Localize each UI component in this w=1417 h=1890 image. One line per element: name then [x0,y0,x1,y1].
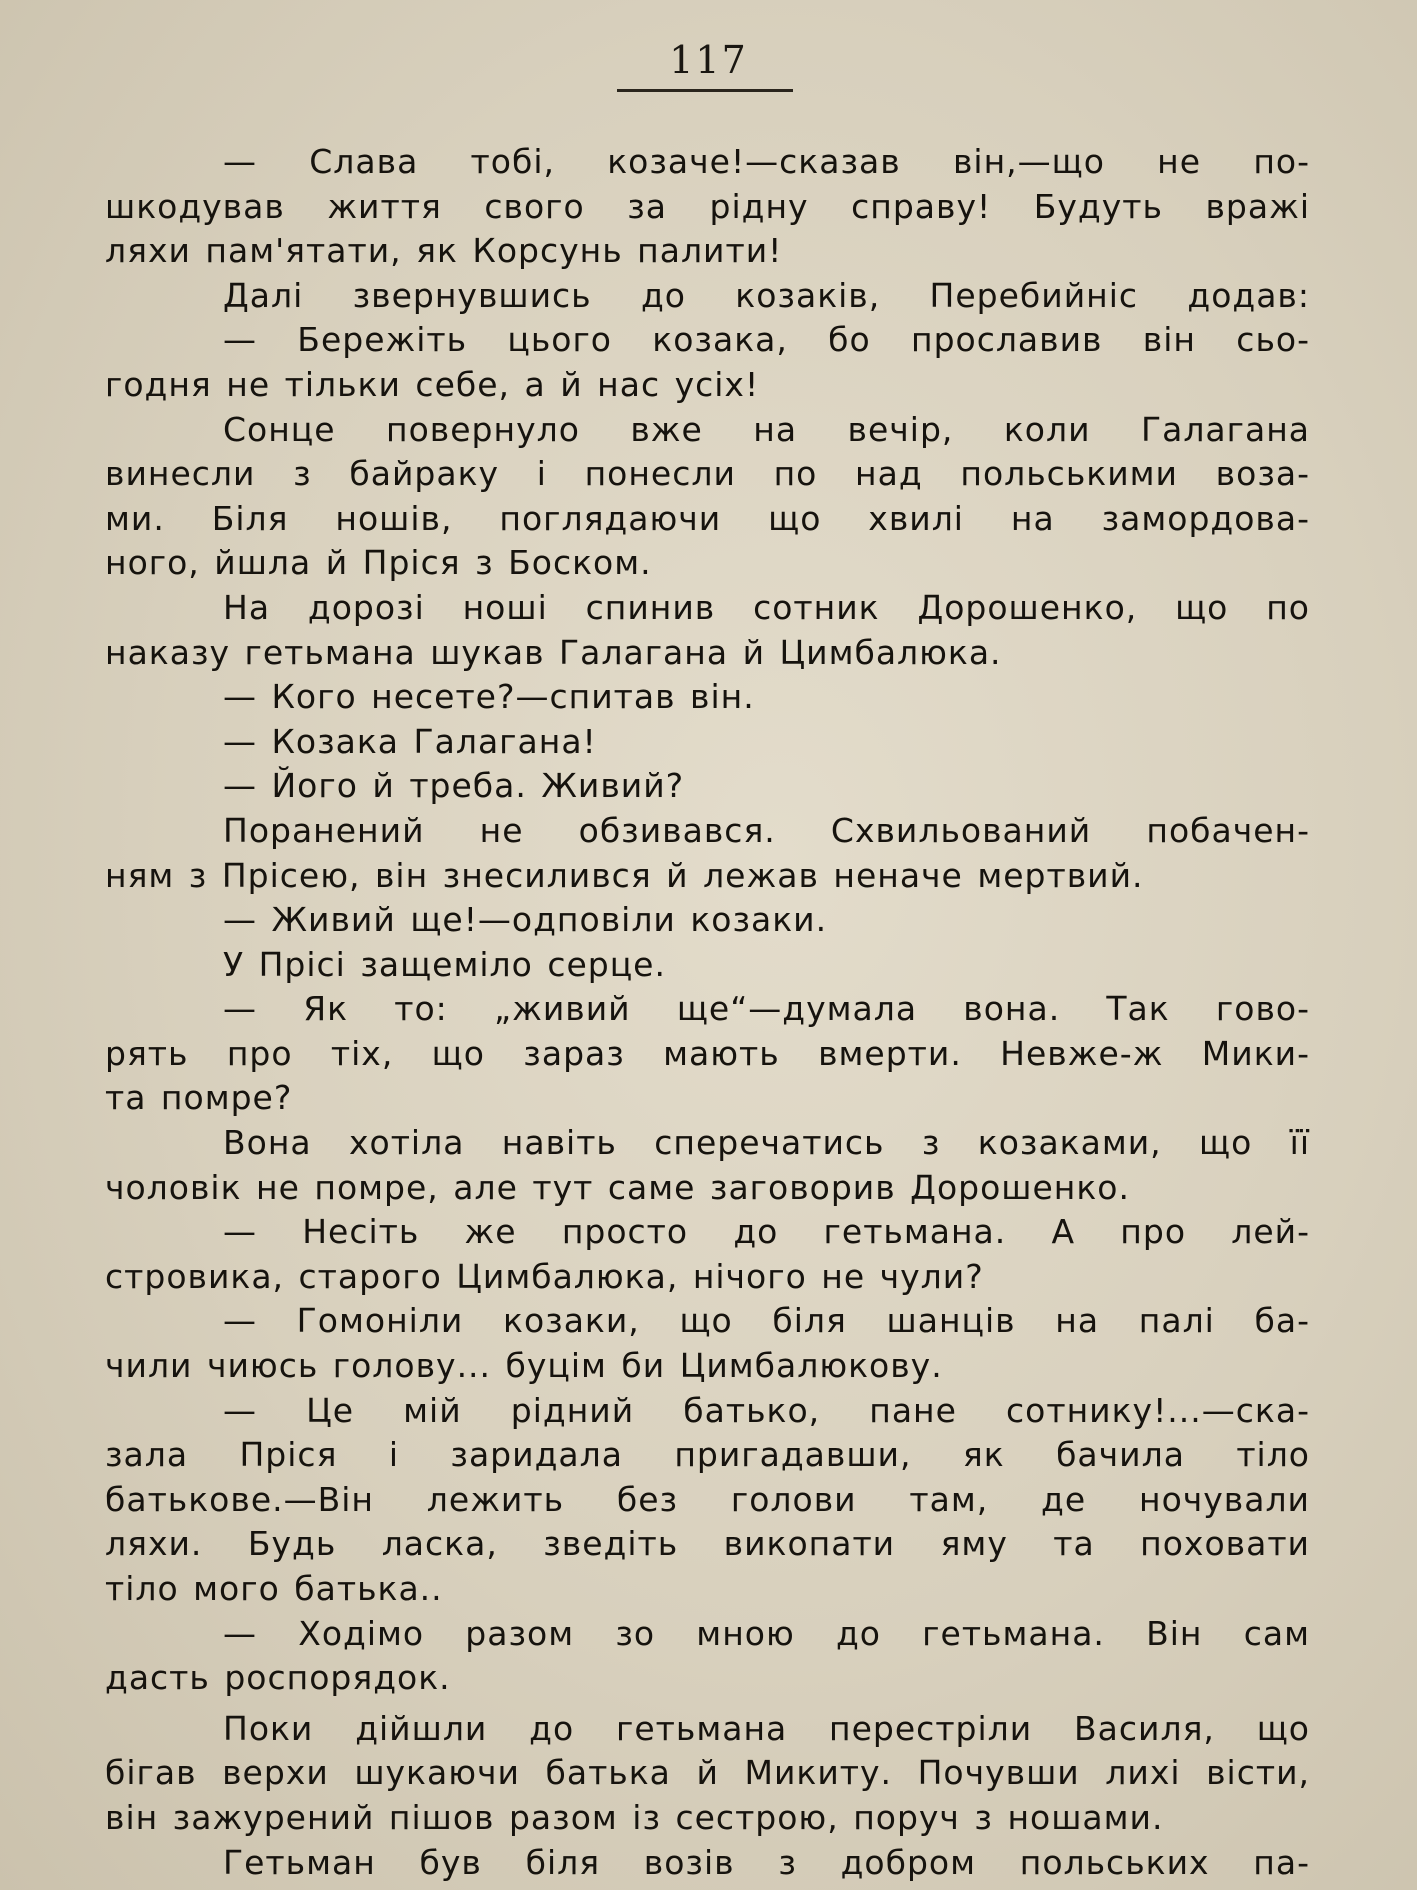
text-line: — Несіть же просто до гетьмана. А про лей- [223,1212,1310,1252]
text-line: Поранений не обзивався. Схвильований побачен- [223,810,1310,850]
text-line: наказу гетьмана шукав Галагана й Цимбалюка. [105,632,1002,672]
text-line: чоловік не помре, але тут саме заговорив Дорошенко. [105,1167,1130,1207]
text-line: — Як то: „живий ще“—думала вона. Так гово- [223,989,1310,1029]
text-line: Гетьман був біля возів з добром польських па- [223,1842,1310,1882]
text-line: дасть роспорядок. [105,1658,451,1698]
text-line: — Бережіть цього козака, бо прославив він сьо- [223,320,1310,360]
text-line: винесли з байраку і понесли по над польськими воза- [105,454,1310,494]
body-text [105,140,1310,1885]
text-line: У Прісі защеміло серце. [223,944,666,984]
text-line: батькове.—Він лежить без голови там, де ночували [105,1479,1310,1519]
text-line: чили чиюсь голову... буцім би Цимбалюкову. [105,1346,943,1386]
text-line: ми. Біля ношів, поглядаючи що хвилі на замордова- [105,498,1310,538]
text-line: зала Пріся і заридала пригадавши, як бачила тіло [105,1435,1310,1475]
text-line: — Кого несете?—спитав він. [223,677,755,717]
text-line: Далі звернувшись до козаків, Перебийніс додав: [223,275,1310,315]
page-number: 117 [669,38,748,82]
text-line: ням з Прісею, він знесилився й лежав неначе мертвий. [105,855,1144,895]
text-line: ляхи пам'ятати, як Корсунь палити! [105,231,783,271]
text-line: він зажурений пішов разом із сестрою, поруч з ношами. [105,1797,1164,1837]
text-line: — Ходімо разом зо мною до гетьмана. Він сам [223,1613,1310,1653]
text-line: та помре? [105,1078,293,1118]
text-line: — Гомоніли козаки, що біля шанців на палі ба- [223,1301,1310,1341]
text-line: ного, йшла й Пріся з Боском. [105,543,652,583]
text-line: Вона хотіла навіть сперечатись з козаками, що її [223,1123,1310,1163]
text-line: рять про тіх, що зараз мають вмерти. Невже-ж Мики- [105,1033,1310,1073]
text-line: На дорозі ноші спинив сотник Дорошенко, що по [223,587,1310,627]
text-line: бігав верхи шукаючи батька й Микиту. Почувши лихі вісти, [105,1753,1310,1793]
text-line: — Слава тобі, козаче!—сказав він,—що не по- [223,142,1310,181]
text-line: — Його й треба. Живий? [223,766,685,806]
text-line: тіло мого батька.. [105,1569,443,1608]
text-line: шкодував життя свого за рідну справу! Будуть вражі [105,186,1310,226]
text-line: ляхи. Будь ласка, зведіть викопати яму та поховати [105,1524,1310,1564]
text-line: — Живий ще!—одповіли козаки. [223,900,828,940]
text-line: годня не тільки себе, а й нас усіх! [105,364,760,404]
text-line: — Козака Галагана! [223,721,597,761]
text-line: Сонце повернуло вже на вечір, коли Галагана [223,409,1310,449]
text-line: стровика, старого Цимбалюка, нічого не чули? [105,1256,984,1296]
text-line: Поки дійшли до гетьмана перестріли Василя, що [223,1708,1310,1748]
header-rule [617,89,793,92]
text-line: — Це мій рідний батько, пане сотнику!...—ска- [223,1390,1310,1430]
